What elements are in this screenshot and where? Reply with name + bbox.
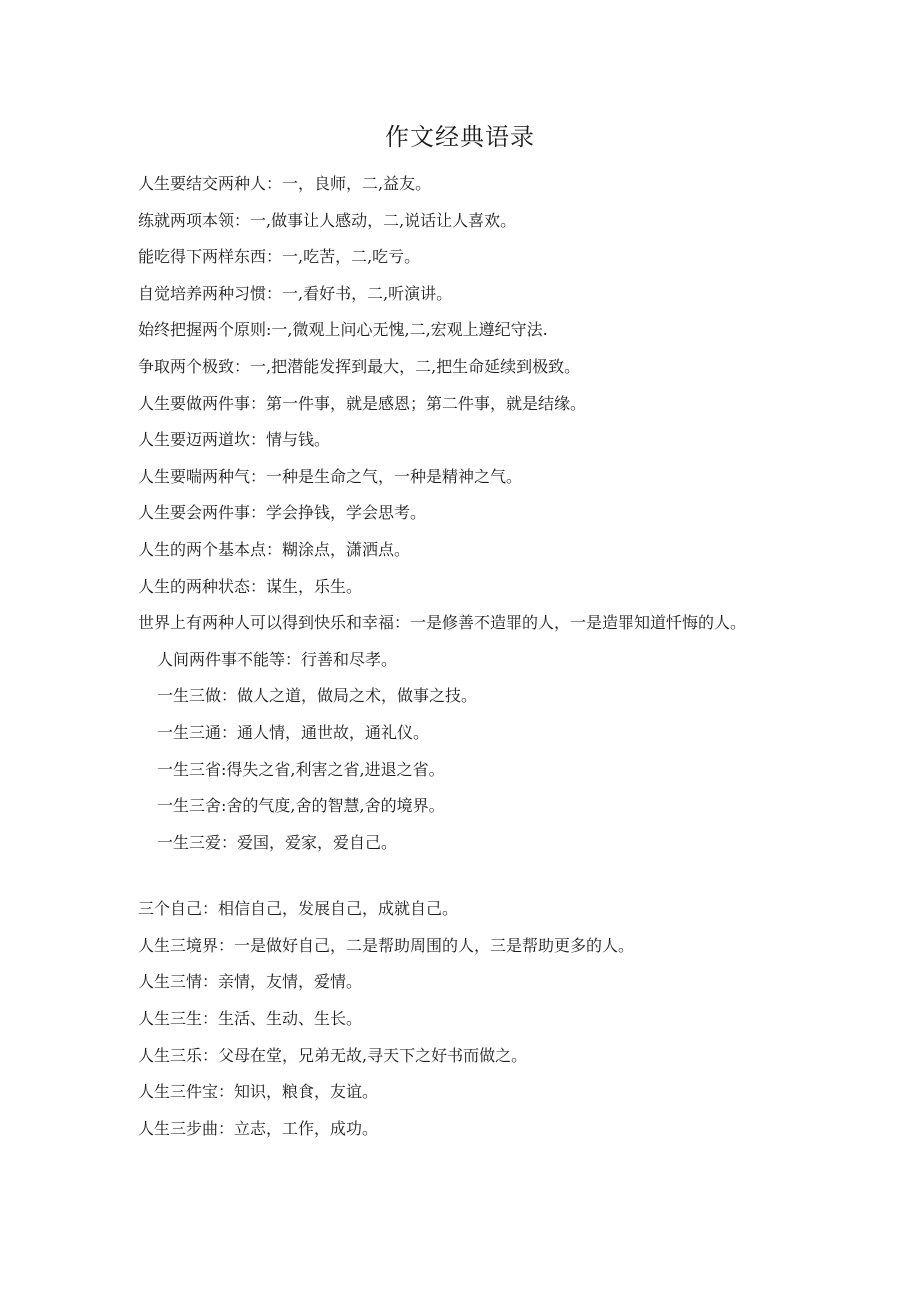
text-line: 人生的两个基本点：糊涂点，潇洒点。 xyxy=(138,539,411,559)
text-line-indented: 一生三爱：爱国，爱家，爱自己。 xyxy=(157,832,398,852)
text-line-indented: 人间两件事不能等：行善和尽孝。 xyxy=(157,649,398,669)
text-line: 人生要做两件事：第一件事，就是感恩；第二件事，就是结缘。 xyxy=(138,393,587,413)
text-line: 人生三生：生活、生动、生长。 xyxy=(138,1009,363,1029)
text-line: 人生要结交两种人：一，良师，二,益友。 xyxy=(138,174,432,193)
text-line-wrapped: 世界上有两种人可以得到快乐和幸福：一是修善不造罪的人，一是造罪知道忏悔的人。 xyxy=(138,613,747,633)
text-line: 三个自己：相信自己，发展自己，成就自己。 xyxy=(138,899,459,919)
text-line: 人生要会两件事：学会挣钱，学会思考。 xyxy=(138,503,427,523)
text-line: 人生三境界：一是做好自己，二是帮助周围的人，三是帮助更多的人。 xyxy=(138,935,635,955)
text-line: 始终把握两个原则:一,微观上问心无愧,二,宏观上遵纪守法. xyxy=(138,320,548,340)
text-line: 争取两个极致：一,把潜能发挥到最大，二,把生命延续到极致。 xyxy=(138,356,581,376)
text-line: 人生的两种状态：谋生，乐生。 xyxy=(138,576,363,596)
text-line-indented: 一生三做：做人之道，做局之术，做事之技。 xyxy=(157,686,478,706)
text-line: 人生要喘两种气：一种是生命之气，一种是精神之气。 xyxy=(138,466,523,486)
document-title: 作文经典语录 xyxy=(385,123,535,151)
text-line: 人生三乐：父母在堂，兄弟无故,寻天下之好书而做之。 xyxy=(138,1045,528,1065)
text-line-indented: 一生三通：通人情，通世故，通礼仪。 xyxy=(157,722,430,742)
paragraph-gap xyxy=(138,861,758,891)
document-body xyxy=(138,166,758,1147)
text-line: 练就两项本领：一,做事让人感动，二,说话让人喜欢。 xyxy=(138,210,517,230)
text-line: 自觉培养两种习惯：一,看好书，二,听演讲。 xyxy=(138,283,453,303)
text-line: 能吃得下两样东西：一,吃苦，二,吃亏。 xyxy=(138,247,421,267)
text-line: 人生三件宝：知识，粮食，友谊。 xyxy=(138,1082,379,1102)
text-line: 人生三步曲：立志，工作，成功。 xyxy=(138,1118,379,1138)
text-line: 人生要迈两道坎：情与钱。 xyxy=(138,430,331,450)
text-line-indented: 一生三省:得失之省,利害之省,进退之省。 xyxy=(157,759,445,779)
text-line: 人生三情：亲情，友情，爱情。 xyxy=(138,972,363,992)
text-line-indented: 一生三舍:舍的气度,舍的智慧,舍的境界。 xyxy=(157,796,445,816)
